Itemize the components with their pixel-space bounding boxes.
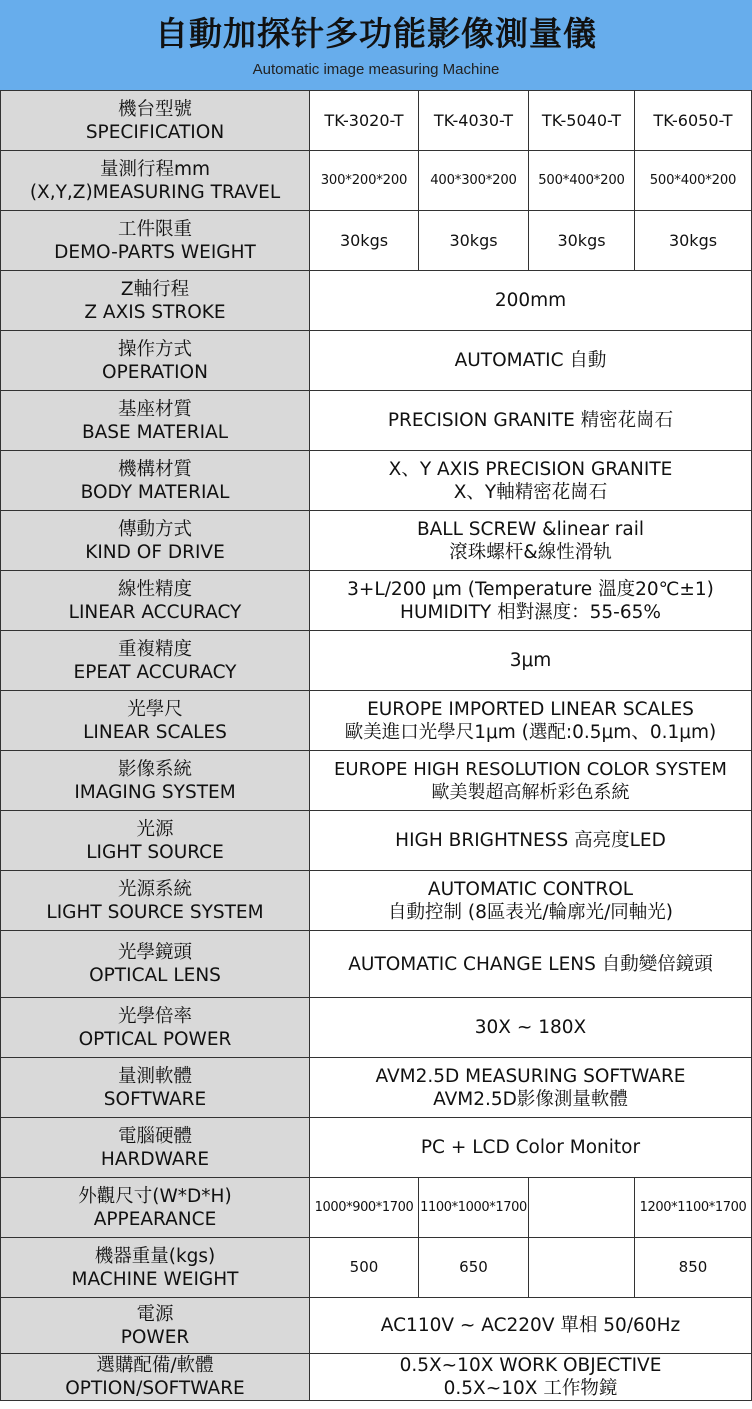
table-row <box>1 271 752 331</box>
label-cn: 機器重量(kgs) <box>94 1245 216 1267</box>
table-row <box>1 391 752 451</box>
model-cell: TK-6050-T <box>635 91 752 151</box>
row-label <box>1 1178 310 1238</box>
travel-cell: 400*300*200 <box>419 151 529 211</box>
value-cell: AC110V ~ AC220V 單相 50/60Hz <box>310 1298 752 1354</box>
table-row <box>1 631 752 691</box>
travel-cell: 500*400*200 <box>529 151 635 211</box>
table-row <box>1 451 752 511</box>
table-row <box>1 1298 752 1354</box>
weight-cell: 30kgs <box>529 211 635 271</box>
value-line: EUROPE HIGH RESOLUTION COLOR SYSTEM <box>334 758 727 780</box>
appearance-cell <box>529 1178 635 1238</box>
appearance-cell: 1200*1100*1700 <box>635 1178 752 1238</box>
label-en: SOFTWARE <box>103 1088 207 1110</box>
label-en: OPERATION <box>102 361 208 383</box>
label-cn: 機台型號 <box>117 98 192 120</box>
table-row <box>1 1118 752 1178</box>
label-cn: 影像系統 <box>117 758 192 780</box>
label-cn: 操作方式 <box>117 338 192 360</box>
table-row <box>1 331 752 391</box>
value-cell: HIGH BRIGHTNESS 高亮度LED <box>310 811 752 871</box>
label-en: DEMO-PARTS WEIGHT <box>54 241 256 263</box>
appearance-cell: 1000*900*1700 <box>310 1178 419 1238</box>
row-label <box>1 451 310 511</box>
label-cn: 重複精度 <box>117 638 192 660</box>
table-row <box>1 998 752 1058</box>
label-en: HARDWARE <box>100 1148 210 1170</box>
label-cn: 機構材質 <box>117 458 192 480</box>
row-label <box>1 511 310 571</box>
label-cn: 選購配備/軟體 <box>96 1355 214 1376</box>
value-line: 自動控制 (8區表光/輪廓光/同軸光) <box>387 901 674 923</box>
label-cn: 線性精度 <box>117 578 192 600</box>
page-subtitle: Automatic image measuring Machine <box>252 61 500 78</box>
page-title: 自動加探针多功能影像測量儀 <box>155 14 597 53</box>
model-cell: TK-4030-T <box>419 91 529 151</box>
row-label <box>1 571 310 631</box>
value-cell <box>310 511 752 571</box>
machine-weight-cell <box>529 1238 635 1298</box>
label-cn: 光源 <box>136 818 174 840</box>
value-cell <box>310 1058 752 1118</box>
value-line: EUROPE IMPORTED LINEAR SCALES <box>367 698 694 720</box>
label-cn: 傳動方式 <box>117 518 192 540</box>
label-en: LIGHT SOURCE <box>86 841 224 863</box>
table-row <box>1 691 752 751</box>
model-cell: TK-5040-T <box>529 91 635 151</box>
row-label <box>1 1058 310 1118</box>
table-row <box>1 1058 752 1118</box>
label-cn: 光源系統 <box>117 878 192 900</box>
label-en: POWER <box>120 1326 190 1348</box>
value-line: AUTOMATIC CONTROL <box>427 878 634 900</box>
label-cn: 電源 <box>136 1303 174 1325</box>
row-label <box>1 1238 310 1298</box>
row-label <box>1 871 310 931</box>
weight-cell: 30kgs <box>419 211 529 271</box>
label-en: IMAGING SYSTEM <box>74 781 236 803</box>
value-cell: 200mm <box>310 271 752 331</box>
row-label <box>1 151 310 211</box>
value-line: AVM2.5D影像測量軟體 <box>433 1088 628 1110</box>
label-cn: 光學倍率 <box>117 1005 192 1027</box>
value-cell <box>310 451 752 511</box>
value-line: BALL SCREW &linear rail <box>416 518 645 540</box>
value-line: 0.5X~10X WORK OBJECTIVE <box>399 1355 662 1376</box>
row-label <box>1 1118 310 1178</box>
travel-cell: 500*400*200 <box>635 151 752 211</box>
value-line: 歐美製超高解析彩色系統 <box>431 781 630 803</box>
label-cn: 電腦硬體 <box>117 1125 192 1147</box>
label-cn: 工件限重 <box>117 218 192 240</box>
row-label <box>1 211 310 271</box>
table-row <box>1 931 752 998</box>
row-label <box>1 931 310 998</box>
label-en: KIND OF DRIVE <box>85 541 225 563</box>
row-label <box>1 1354 310 1401</box>
label-cn: 外觀尺寸(W*D*H) <box>78 1185 232 1207</box>
value-line: X、Y軸精密花崗石 <box>453 481 608 503</box>
travel-cell: 300*200*200 <box>310 151 419 211</box>
row-label <box>1 271 310 331</box>
value-cell <box>310 751 752 811</box>
label-en: LINEAR ACCURACY <box>68 601 242 623</box>
label-en: OPTICAL POWER <box>78 1028 232 1050</box>
label-en: LINEAR SCALES <box>83 721 227 743</box>
weight-cell: 30kgs <box>310 211 419 271</box>
value-line: HUMIDITY 相對濕度：55-65% <box>400 601 661 623</box>
value-cell <box>310 571 752 631</box>
table-row <box>1 1354 752 1401</box>
value-cell: 30X ~ 180X <box>310 998 752 1058</box>
value-line: 滾珠螺杆&線性滑轨 <box>449 541 612 563</box>
label-en: BODY MATERIAL <box>80 481 230 503</box>
row-label <box>1 691 310 751</box>
machine-weight-cell: 650 <box>419 1238 529 1298</box>
row-label <box>1 998 310 1058</box>
row-label <box>1 91 310 151</box>
row-label <box>1 331 310 391</box>
label-cn: Z軸行程 <box>120 278 190 300</box>
value-cell: 3μm <box>310 631 752 691</box>
value-cell: PC + LCD Color Monitor <box>310 1118 752 1178</box>
value-line: 歐美進口光學尺1μm (選配:0.5μm、0.1μm) <box>344 721 717 743</box>
label-en: OPTION/SOFTWARE <box>65 1378 245 1399</box>
model-cell: TK-3020-T <box>310 91 419 151</box>
spec-table <box>0 90 752 1401</box>
label-cn: 光學尺 <box>127 698 183 720</box>
row-label <box>1 631 310 691</box>
table-row <box>1 151 752 211</box>
table-row <box>1 211 752 271</box>
value-cell <box>310 871 752 931</box>
table-row <box>1 1178 752 1238</box>
header-banner <box>0 0 752 90</box>
label-en: OPTICAL LENS <box>89 965 221 986</box>
label-en: EPEAT ACCURACY <box>73 661 237 683</box>
value-line: AVM2.5D MEASURING SOFTWARE <box>375 1065 686 1087</box>
value-cell: PRECISION GRANITE 精密花崗石 <box>310 391 752 451</box>
label-en: APPEARANCE <box>93 1208 217 1230</box>
row-label <box>1 751 310 811</box>
value-cell <box>310 1354 752 1401</box>
table-row <box>1 1238 752 1298</box>
row-label <box>1 1298 310 1354</box>
machine-weight-cell: 500 <box>310 1238 419 1298</box>
value-cell: AUTOMATIC 自動 <box>310 331 752 391</box>
value-line: 3+L/200 μm (Temperature 溫度20℃±1) <box>347 578 714 600</box>
label-cn: 光學鏡頭 <box>117 942 192 963</box>
weight-cell: 30kgs <box>635 211 752 271</box>
row-label <box>1 391 310 451</box>
table-row <box>1 571 752 631</box>
label-cn: 量測軟體 <box>117 1065 192 1087</box>
table-row <box>1 751 752 811</box>
label-en: (X,Y,Z)MEASURING TRAVEL <box>29 181 281 203</box>
table-row <box>1 811 752 871</box>
value-cell: AUTOMATIC CHANGE LENS 自動變倍鏡頭 <box>310 931 752 998</box>
label-cn: 基座材質 <box>117 398 192 420</box>
label-cn: 量測行程mm <box>99 158 211 180</box>
label-en: SPECIFICATION <box>85 121 225 143</box>
table-row <box>1 511 752 571</box>
label-en: Z AXIS STROKE <box>84 301 226 323</box>
appearance-cell: 1100*1000*1700 <box>419 1178 529 1238</box>
table-row <box>1 91 752 151</box>
machine-weight-cell: 850 <box>635 1238 752 1298</box>
value-cell <box>310 691 752 751</box>
label-en: BASE MATERIAL <box>81 421 229 443</box>
label-en: LIGHT SOURCE SYSTEM <box>46 901 264 923</box>
label-en: MACHINE WEIGHT <box>71 1268 239 1290</box>
table-row <box>1 871 752 931</box>
value-line: 0.5X~10X 工作物鏡 <box>443 1378 618 1399</box>
row-label <box>1 811 310 871</box>
value-line: X、Y AXIS PRECISION GRANITE <box>388 458 673 480</box>
